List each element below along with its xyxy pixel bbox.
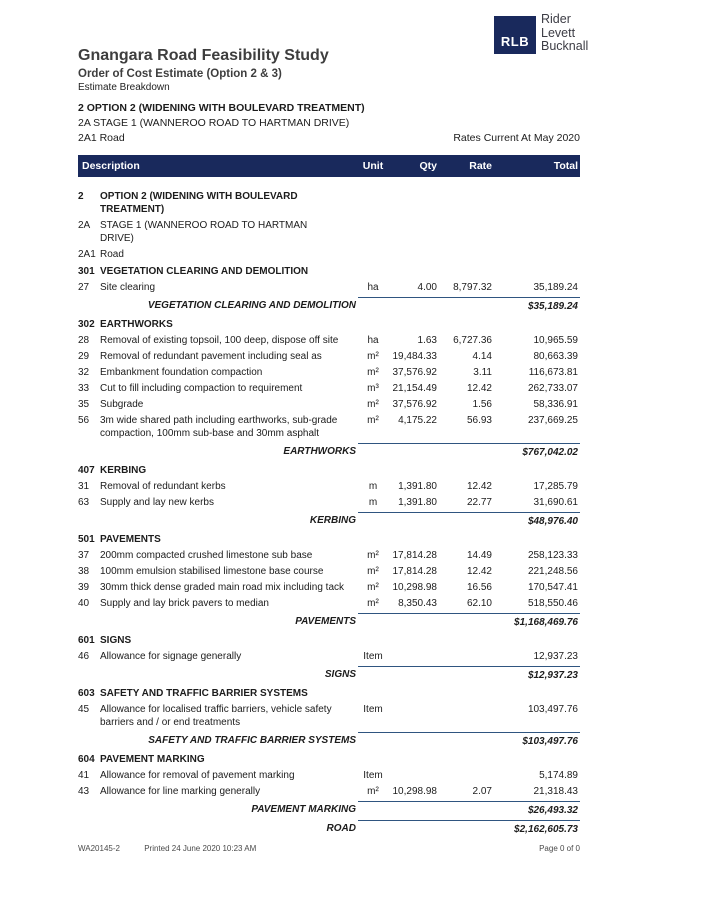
cell-description: Removal of redundant kerbs: [100, 481, 226, 492]
cell-unit: m²: [367, 550, 379, 561]
cell-item-number: 29: [78, 351, 90, 362]
section-code: 603: [78, 688, 95, 699]
cell-total: 17,285.79: [533, 481, 578, 492]
cell-total: 518,550.46: [527, 598, 578, 609]
cell-description: Road: [100, 249, 124, 260]
cell-description: 100mm emulsion stabilised limestone base course: [100, 566, 324, 577]
cell-unit: m²: [367, 566, 379, 577]
subtotal-row: [78, 732, 580, 748]
item-row: [78, 381, 580, 397]
cell-description: STAGE 1 (WANNEROO ROAD TO HARTMAN DRIVE): [100, 220, 308, 244]
section-title: EARTHWORKS: [100, 319, 173, 330]
subtotal-value: $35,189.24: [358, 297, 580, 313]
subtotal-value: $26,493.32: [358, 801, 580, 817]
cell-item-number: 35: [78, 399, 90, 410]
cell-description: 200mm compacted crushed limestone sub base: [100, 550, 313, 561]
item-row: [78, 280, 580, 296]
grand-total-label: ROAD: [326, 823, 356, 834]
logo-line-levett: Levett: [541, 25, 576, 40]
cell-qty: 4,175.22: [398, 415, 437, 426]
cell-unit: m²: [367, 415, 379, 426]
cell-unit: [358, 248, 388, 261]
cell-qty: 1,391.80: [398, 481, 437, 492]
cell-qty: [388, 219, 437, 245]
cell-rate: 56.93: [466, 415, 492, 426]
cell-total: 116,673.81: [528, 367, 578, 378]
document-content: [78, 0, 580, 839]
column-header-qty: Qty: [419, 160, 437, 172]
cell-unit: ha: [367, 282, 379, 293]
stage-heading: 2A STAGE 1 (WANNEROO ROAD TO HARTMAN DRIVE): [78, 117, 350, 129]
cell-rate: [437, 650, 492, 663]
cell-total: 31,690.61: [533, 497, 578, 508]
hierarchy-row: [78, 189, 580, 218]
cell-total: 258,123.33: [527, 550, 578, 561]
cell-rate: 62.10: [466, 598, 492, 609]
cell-qty: 8,350.43: [398, 598, 437, 609]
subtotal-value: $1,168,469.76: [358, 613, 580, 629]
cell-total: [492, 248, 580, 261]
cell-rate: 3.11: [473, 367, 492, 378]
section-header-row: [78, 263, 580, 280]
logo-line-bucknall: Bucknall: [541, 39, 589, 53]
cell-unit: m²: [367, 786, 379, 797]
cell-qty: 37,576.92: [392, 367, 437, 378]
cell-unit: Item: [363, 704, 383, 715]
table-body: [78, 177, 580, 836]
item-row: [78, 649, 580, 665]
cell-unit: ha: [367, 335, 379, 346]
cell-total: 35,189.24: [533, 282, 578, 293]
cell-unit: m²: [367, 367, 379, 378]
cell-description: Removal of existing topsoil, 100 deep, dispose off site: [100, 335, 339, 346]
cell-total: [492, 219, 580, 245]
cell-rate: [437, 769, 492, 782]
cell-item-number: 43: [78, 786, 90, 797]
item-row: [78, 768, 580, 784]
rates-current-note: Rates Current At May 2020: [453, 132, 580, 144]
item-row: [78, 479, 580, 495]
cell-description: OPTION 2 (WIDENING WITH BOULEVARD TREATMENT): [100, 191, 298, 215]
cell-unit: Item: [363, 651, 383, 662]
subtotal-value: $12,937.23: [358, 666, 580, 682]
subtotal-value: $767,042.02: [358, 443, 580, 459]
section-title: SAFETY AND TRAFFIC BARRIER SYSTEMS: [100, 688, 308, 699]
section-code: 302: [78, 319, 95, 330]
estimate-breakdown-label: Estimate Breakdown: [78, 82, 170, 93]
cell-description: Allowance for signage generally: [100, 651, 242, 662]
cell-total: 10,965.59: [533, 335, 578, 346]
cell-description: 30mm thick dense graded main road mix including tack: [100, 582, 345, 593]
cell-rate: 2.07: [472, 786, 492, 797]
subtotal-row: [78, 297, 580, 313]
cell-qty: [388, 248, 437, 261]
cell-qty: 19,484.33: [392, 351, 437, 362]
cell-rate: [437, 219, 492, 245]
subtotal-row: [78, 666, 580, 682]
cell-item-number: 28: [78, 335, 90, 346]
cell-total: 103,497.76: [527, 704, 578, 715]
subtotal-label: PAVEMENTS: [295, 616, 356, 627]
cell-unit: m³: [367, 383, 379, 394]
item-row: [78, 413, 580, 442]
subtotal-row: [78, 443, 580, 459]
section-code: 501: [78, 534, 95, 545]
section-header-row: [78, 632, 580, 649]
item-row: [78, 548, 580, 564]
cell-description: Subgrade: [100, 399, 144, 410]
cell-description: Site clearing: [100, 282, 156, 293]
cell-qty: 17,814.28: [392, 550, 437, 561]
cell-qty: 17,814.28: [392, 566, 437, 577]
cell-qty: 10,298.98: [392, 786, 437, 797]
subtotal-row: [78, 512, 580, 528]
page-title: Gnangara Road Feasibility Study: [78, 47, 329, 64]
subtotal-value: $48,976.40: [358, 512, 580, 528]
cell-unit: [358, 219, 388, 245]
cell-description: Cut to fill including compaction to requirement: [100, 383, 303, 394]
cell-item-number: 33: [78, 383, 90, 394]
cell-item-number: 56: [78, 415, 90, 426]
subtotal-label: KERBING: [309, 515, 356, 526]
item-row: [78, 564, 580, 580]
cell-item-number: 2A: [78, 220, 91, 231]
cell-unit: m²: [367, 582, 379, 593]
cell-qty: 10,298.98: [392, 582, 437, 593]
cell-description: Supply and lay new kerbs: [100, 497, 214, 508]
table-header-bar: [78, 155, 580, 177]
printed-timestamp: Printed 24 June 2020 10:23 AM: [144, 844, 257, 853]
cell-qty: [388, 190, 437, 216]
item-row: [78, 702, 580, 731]
cell-total: 80,663.39: [533, 351, 578, 362]
cell-qty: 4.00: [417, 282, 437, 293]
rlb-logo-abbr: RLB: [500, 34, 530, 49]
subtotal-row: [78, 801, 580, 817]
cell-total: 221,248.56: [527, 566, 578, 577]
item-row: [78, 596, 580, 612]
cell-unit: m: [368, 481, 378, 492]
item-row: [78, 784, 580, 800]
cell-item-number: 2: [78, 191, 84, 202]
cell-description: Supply and lay brick pavers to median: [100, 598, 269, 609]
cell-qty: [388, 769, 437, 782]
subtotal-label: EARTHWORKS: [283, 446, 356, 457]
subtotal-row: [78, 613, 580, 629]
cell-description: Allowance for removal of pavement marking: [100, 770, 295, 781]
cell-rate: 8,797.32: [453, 282, 492, 293]
cell-item-number: 31: [78, 481, 90, 492]
cell-rate: 1.56: [472, 399, 492, 410]
page-footer: [78, 844, 580, 853]
subtotal-value: $103,497.76: [358, 732, 580, 748]
cell-unit: m: [368, 497, 378, 508]
cell-rate: 12.42: [466, 383, 492, 394]
cell-description: Allowance for line marking generally: [100, 786, 261, 797]
cell-total: 170,547.41: [527, 582, 578, 593]
sub-option-row: [78, 132, 580, 145]
section-code: 301: [78, 266, 95, 277]
section-code: 601: [78, 635, 95, 646]
cell-unit: m²: [367, 351, 379, 362]
item-row: [78, 365, 580, 381]
section-header-row: [78, 531, 580, 548]
hierarchy-row: [78, 218, 580, 247]
cell-total: 262,733.07: [527, 383, 578, 394]
cell-item-number: 39: [78, 582, 90, 593]
cell-rate: 14.49: [466, 550, 492, 561]
cell-qty: 37,576.92: [392, 399, 437, 410]
cell-unit: m²: [367, 598, 379, 609]
cell-item-number: 38: [78, 566, 90, 577]
section-header-row: [78, 316, 580, 333]
section-header-row: [78, 751, 580, 768]
section-title: KERBING: [100, 465, 147, 476]
grand-total-row: [78, 820, 580, 836]
subtotal-label: SIGNS: [324, 669, 356, 680]
cell-total: 237,669.25: [527, 415, 578, 426]
cell-qty: [388, 650, 437, 663]
column-header-unit: Unit: [362, 160, 384, 172]
page-number: Page 0 of 0: [539, 844, 580, 853]
cell-qty: 1,391.80: [398, 497, 437, 508]
cell-total: 12,937.23: [533, 651, 578, 662]
column-header-rate: Rate: [469, 160, 492, 172]
section-code: 407: [78, 465, 95, 476]
section-header-row: [78, 462, 580, 479]
cell-description: Removal of redundant pavement including seal as: [100, 351, 322, 362]
cell-qty: [388, 703, 437, 729]
cell-unit: m²: [367, 399, 379, 410]
cell-rate: [437, 703, 492, 729]
hierarchy-row: [78, 247, 580, 263]
cell-rate: [437, 248, 492, 261]
cell-qty: 1.63: [417, 335, 437, 346]
document-subtitle: Order of Cost Estimate (Option 2 & 3): [78, 68, 282, 80]
cell-qty: 21,154.49: [392, 383, 437, 394]
cell-rate: 12.42: [466, 566, 492, 577]
cell-description: 3m wide shared path including earthworks, sub-grade compaction, 100mm sub-base and 30mm asphalt: [100, 415, 338, 439]
cell-item-number: 40: [78, 598, 90, 609]
cell-item-number: 2A1: [78, 249, 96, 260]
section-title: VEGETATION CLEARING AND DEMOLITION: [100, 266, 309, 277]
item-row: [78, 333, 580, 349]
cell-unit: Item: [363, 770, 383, 781]
section-title: PAVEMENT MARKING: [100, 754, 205, 765]
subtotal-label: SAFETY AND TRAFFIC BARRIER SYSTEMS: [148, 735, 356, 746]
cell-description: Embankment foundation compaction: [100, 367, 263, 378]
cell-rate: [437, 190, 492, 216]
cell-total: 5,174.89: [539, 770, 578, 781]
option-heading: 2 OPTION 2 (WIDENING WITH BOULEVARD TREATMENT): [78, 102, 365, 114]
cell-rate: 12.42: [466, 481, 492, 492]
cell-item-number: 27: [78, 282, 90, 293]
section-code: 604: [78, 754, 95, 765]
footer-left: [78, 844, 278, 853]
column-header-description: Description: [82, 160, 140, 172]
cell-total: 21,318.43: [533, 786, 578, 797]
cell-description: Allowance for localised traffic barriers, vehicle safety barriers and / or end treatments: [100, 704, 332, 728]
cell-item-number: 46: [78, 651, 90, 662]
subtotal-label: VEGETATION CLEARING AND DEMOLITION: [147, 300, 356, 311]
cell-total: [492, 190, 580, 216]
cell-rate: 6,727.36: [453, 335, 492, 346]
item-row: [78, 495, 580, 511]
job-number: WA20145-2: [78, 844, 120, 853]
sub-option-heading: 2A1 Road: [78, 132, 125, 144]
cell-item-number: 63: [78, 497, 90, 508]
section-title: SIGNS: [100, 635, 132, 646]
cell-total: 58,336.91: [533, 399, 578, 410]
cell-rate: 4.14: [472, 351, 492, 362]
cell-rate: 22.77: [466, 497, 492, 508]
item-row: [78, 580, 580, 596]
cell-unit: [358, 190, 388, 216]
section-header-row: [78, 685, 580, 702]
item-row: [78, 397, 580, 413]
column-header-total: Total: [553, 160, 578, 172]
logo-line-rider: Rider: [541, 12, 571, 26]
cell-item-number: 37: [78, 550, 90, 561]
subtotal-label: PAVEMENT MARKING: [251, 804, 356, 815]
section-title: PAVEMENTS: [100, 534, 161, 545]
cell-rate: 16.56: [466, 582, 492, 593]
item-row: [78, 349, 580, 365]
cell-item-number: 32: [78, 367, 90, 378]
cell-item-number: 41: [78, 770, 90, 781]
cell-item-number: 45: [78, 704, 90, 715]
grand-total-value: $2,162,605.73: [358, 820, 580, 836]
